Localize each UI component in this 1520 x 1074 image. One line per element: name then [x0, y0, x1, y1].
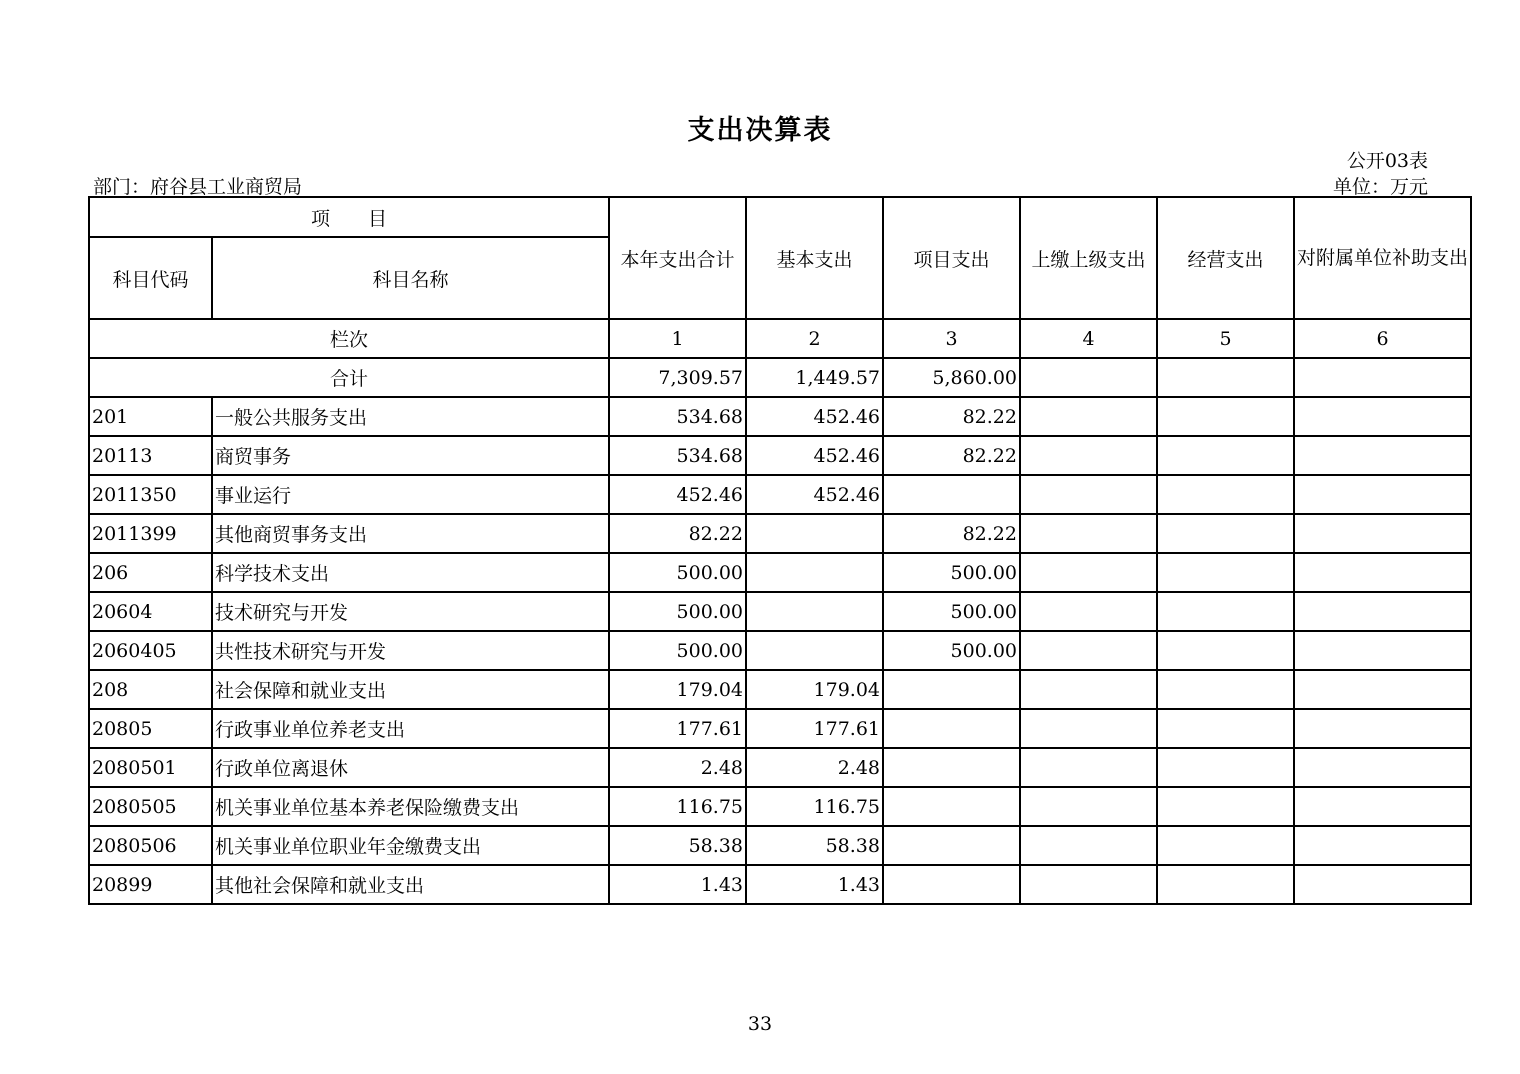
subject-name: 其他社会保障和就业支出 — [212, 865, 609, 904]
amount-cell — [746, 553, 883, 592]
subject-name: 行政事业单位养老支出 — [212, 709, 609, 748]
header-row — [89, 197, 1471, 237]
amount-cell — [883, 475, 1020, 514]
amount-cell — [1157, 397, 1294, 436]
amount-cell — [1294, 709, 1471, 748]
amount-cell — [1294, 475, 1471, 514]
amount-cell — [1020, 787, 1157, 826]
table-row — [89, 826, 1471, 865]
department-label: 部门：府谷县工业商贸局 — [93, 176, 303, 198]
amount-cell — [1294, 826, 1471, 865]
amount-cell: 58.38 — [609, 826, 746, 865]
amount-cell — [883, 748, 1020, 787]
amount-cell — [1294, 787, 1471, 826]
amount-cell: 500.00 — [883, 592, 1020, 631]
subject-name: 行政单位离退休 — [212, 748, 609, 787]
subject-code: 2080505 — [89, 787, 212, 826]
table-row — [89, 709, 1471, 748]
total-value: 7,309.57 — [609, 358, 746, 397]
amount-cell — [1157, 670, 1294, 709]
total-value: 1,449.57 — [746, 358, 883, 397]
total-label: 合计 — [89, 358, 609, 397]
amount-cell: 82.22 — [883, 514, 1020, 553]
amount-cell: 179.04 — [746, 670, 883, 709]
subject-name: 事业运行 — [212, 475, 609, 514]
amount-cell: 58.38 — [746, 826, 883, 865]
total-row — [89, 358, 1471, 397]
amount-cell: 452.46 — [746, 397, 883, 436]
amount-cell: 500.00 — [609, 631, 746, 670]
subject-code: 2060405 — [89, 631, 212, 670]
amount-cell: 82.22 — [609, 514, 746, 553]
subject-name: 机关事业单位职业年金缴费支出 — [212, 826, 609, 865]
amount-cell: 177.61 — [609, 709, 746, 748]
amount-cell — [883, 670, 1020, 709]
amount-cell: 2.48 — [609, 748, 746, 787]
header-item: 项 目 — [89, 197, 609, 237]
column-index-label: 栏次 — [89, 319, 609, 358]
amount-cell — [1294, 514, 1471, 553]
page-title: 支出决算表 — [687, 115, 833, 146]
amount-cell — [1294, 748, 1471, 787]
amount-cell: 82.22 — [883, 397, 1020, 436]
amount-cell: 534.68 — [609, 436, 746, 475]
amount-cell: 177.61 — [746, 709, 883, 748]
table-row — [89, 787, 1471, 826]
subject-code: 20899 — [89, 865, 212, 904]
column-number: 6 — [1294, 319, 1471, 358]
amount-cell: 1.43 — [609, 865, 746, 904]
amount-cell — [746, 631, 883, 670]
amount-cell — [1157, 475, 1294, 514]
amount-cell — [1020, 865, 1157, 904]
total-value — [1020, 358, 1157, 397]
amount-cell: 1.43 — [746, 865, 883, 904]
amount-cell — [1020, 748, 1157, 787]
amount-cell: 500.00 — [609, 592, 746, 631]
header-col-5: 经营支出 — [1157, 197, 1294, 319]
amount-cell — [1020, 709, 1157, 748]
amount-cell — [1294, 631, 1471, 670]
subject-name: 社会保障和就业支出 — [212, 670, 609, 709]
subject-code: 20113 — [89, 436, 212, 475]
subject-name: 一般公共服务支出 — [212, 397, 609, 436]
subject-code: 2080506 — [89, 826, 212, 865]
amount-cell: 534.68 — [609, 397, 746, 436]
amount-cell — [1157, 631, 1294, 670]
amount-cell — [1157, 709, 1294, 748]
amount-cell: 452.46 — [609, 475, 746, 514]
table-row — [89, 475, 1471, 514]
amount-cell: 500.00 — [883, 631, 1020, 670]
column-number: 1 — [609, 319, 746, 358]
amount-cell — [1294, 436, 1471, 475]
amount-cell: 500.00 — [883, 553, 1020, 592]
amount-cell — [1157, 514, 1294, 553]
amount-cell — [1020, 436, 1157, 475]
amount-cell — [1157, 826, 1294, 865]
subject-code: 2011399 — [89, 514, 212, 553]
subject-name: 机关事业单位基本养老保险缴费支出 — [212, 787, 609, 826]
amount-cell — [1157, 553, 1294, 592]
unit-label: 单位：万元 — [1332, 176, 1428, 198]
table-row — [89, 436, 1471, 475]
subject-code: 208 — [89, 670, 212, 709]
header-name: 科目名称 — [212, 237, 609, 319]
table-row — [89, 865, 1471, 904]
amount-cell: 2.48 — [746, 748, 883, 787]
amount-cell — [1157, 592, 1294, 631]
total-value — [1294, 358, 1471, 397]
form-number: 公开03表 — [1346, 150, 1428, 172]
column-number: 2 — [746, 319, 883, 358]
table-row — [89, 514, 1471, 553]
amount-cell — [1294, 553, 1471, 592]
header-col-2: 基本支出 — [746, 197, 883, 319]
amount-cell — [746, 514, 883, 553]
subject-code: 2011350 — [89, 475, 212, 514]
table-row — [89, 670, 1471, 709]
amount-cell — [1020, 631, 1157, 670]
subject-code: 20805 — [89, 709, 212, 748]
amount-cell: 82.22 — [883, 436, 1020, 475]
amount-cell — [883, 709, 1020, 748]
subject-name: 共性技术研究与开发 — [212, 631, 609, 670]
column-number: 5 — [1157, 319, 1294, 358]
amount-cell — [1157, 748, 1294, 787]
header-col-3: 项目支出 — [883, 197, 1020, 319]
column-index-row — [89, 319, 1471, 358]
subject-name: 科学技术支出 — [212, 553, 609, 592]
amount-cell: 500.00 — [609, 553, 746, 592]
amount-cell — [1294, 397, 1471, 436]
total-value: 5,860.00 — [883, 358, 1020, 397]
expenditure-table — [88, 196, 1472, 905]
column-number: 4 — [1020, 319, 1157, 358]
amount-cell: 179.04 — [609, 670, 746, 709]
amount-cell: 116.75 — [609, 787, 746, 826]
amount-cell — [1157, 787, 1294, 826]
header-col-4: 上缴上级支出 — [1020, 197, 1157, 319]
amount-cell — [883, 787, 1020, 826]
table-row — [89, 592, 1471, 631]
amount-cell — [1157, 436, 1294, 475]
amount-cell — [1020, 514, 1157, 553]
subject-name: 技术研究与开发 — [212, 592, 609, 631]
amount-cell — [1020, 826, 1157, 865]
amount-cell — [1157, 865, 1294, 904]
subject-code: 20604 — [89, 592, 212, 631]
amount-cell — [1020, 670, 1157, 709]
total-value — [1157, 358, 1294, 397]
amount-cell: 452.46 — [746, 475, 883, 514]
header-col-6: 对附属单位补助支出 — [1294, 197, 1471, 319]
page-number: 33 — [747, 1013, 773, 1035]
header-code: 科目代码 — [89, 237, 212, 319]
subject-name: 商贸事务 — [212, 436, 609, 475]
table-row — [89, 631, 1471, 670]
amount-cell — [1020, 397, 1157, 436]
amount-cell — [1294, 592, 1471, 631]
amount-cell — [883, 826, 1020, 865]
amount-cell — [1020, 553, 1157, 592]
subject-code: 201 — [89, 397, 212, 436]
subject-code: 2080501 — [89, 748, 212, 787]
table-row — [89, 553, 1471, 592]
amount-cell — [1020, 592, 1157, 631]
header-col-1: 本年支出合计 — [609, 197, 746, 319]
amount-cell: 116.75 — [746, 787, 883, 826]
subject-code: 206 — [89, 553, 212, 592]
amount-cell: 452.46 — [746, 436, 883, 475]
amount-cell — [1294, 670, 1471, 709]
amount-cell — [746, 592, 883, 631]
column-number: 3 — [883, 319, 1020, 358]
table-row — [89, 397, 1471, 436]
table-row — [89, 748, 1471, 787]
subject-name: 其他商贸事务支出 — [212, 514, 609, 553]
amount-cell — [1020, 475, 1157, 514]
amount-cell — [883, 865, 1020, 904]
amount-cell — [1294, 865, 1471, 904]
